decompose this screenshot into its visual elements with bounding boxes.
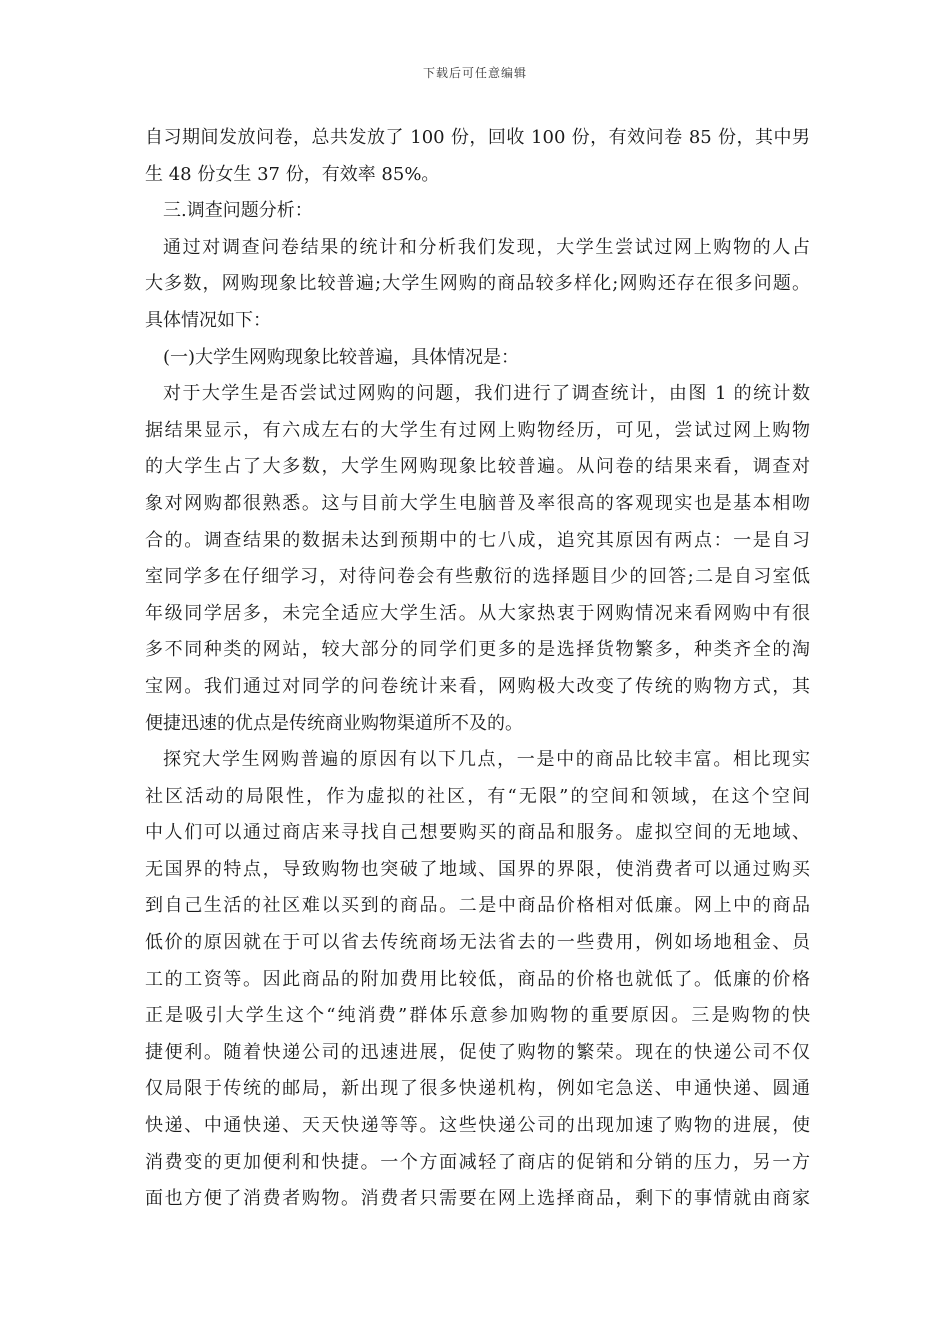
text-line: 面也方便了消费者购物。消费者只需要在网上选择商品，剩下的事情就由商家 [145,1188,810,1210]
text-line: 无国界的特点，导致购物也突破了地域、国界的界限，使消费者可以通过购买 [145,858,810,880]
text-line: 室同学多在仔细学习，对待问卷会有些敷衍的选择题目少的回答;二是自习室低 [145,566,810,588]
text-line: 消费变的更加便利和快捷。一个方面减轻了商店的促销和分销的压力，另一方 [145,1151,810,1173]
text-line: 自习期间发放问卷，总共发放了 100 份，回收 100 份，有效问卷 85 份，其中男 [145,127,810,148]
text-line: 对于大学生是否尝试过网购的问题，我们进行了调查统计，由图 1 的统计数 [163,383,810,405]
page-header: 下载后可任意编辑 [422,66,527,80]
text-line: 多不同种类的网站，较大部分的同学们更多的是选择货物繁多，种类齐全的淘 [145,639,810,661]
text-line: (一)大学生网购现象比较普遍，具体情况是： [163,346,520,368]
text-line: 正是吸引大学生这个“纯消费”群体乐意参加购物的重要原因。三是购物的快 [145,1005,810,1027]
text-line: 到自己生活的社区难以买到的商品。二是中商品价格相对低廉。网上中的商品 [145,895,810,917]
text-line: 低价的原因就在于可以省去传统商场无法省去的一些费用，例如场地租金、员 [145,932,810,954]
text-line: 便捷迅速的优点是传统商业购物渠道所不及的。 [145,712,523,734]
text-line: 大多数，网购现象比较普遍;大学生网购的商品较多样化;网购还存在很多问题。 [145,273,810,295]
text-line: 快递、中通快递、天天快递等等。这些快递公司的出现加速了购物的进展，使 [145,1115,810,1137]
text-line: 合的。调查结果的数据未达到预期中的七八成，追究其原因有两点：一是自习 [145,529,810,551]
text-line: 三.调查问题分析： [163,200,313,222]
text-line: 象对网购都很熟悉。这与目前大学生电脑普及率很高的客观现实也是基本相吻 [145,492,810,514]
text-line: 年级同学居多，未完全适应大学生活。从大家热衷于网购情况来看网购中有很 [145,602,810,624]
text-line: 工的工资等。因此商品的附加费用比较低，商品的价格也就低了。低廉的价格 [145,968,810,990]
text-line: 据结果显示，有六成左右的大学生有过网上购物经历，可见，尝试过网上购物 [145,419,810,441]
text-line: 捷便利。随着快递公司的迅速进展，促使了购物的繁荣。现在的快递公司不仅 [145,1041,810,1063]
text-line: 探究大学生网购普遍的原因有以下几点，一是中的商品比较丰富。相比现实 [163,749,810,771]
text-line: 仅局限于传统的邮局，新出现了很多快递机构，例如宅急送、申通快递、圆通 [145,1078,810,1100]
text-line: 社区活动的局限性，作为虚拟的社区，有“无限”的空间和领域，在这个空间 [145,785,810,807]
text-line: 生 48 份女生 37 份，有效率 85%。 [145,163,440,185]
text-line: 通过对调查问卷结果的统计和分析我们发现，大学生尝试过网上购物的人占 [163,236,810,258]
text-line: 具体情况如下： [145,309,271,331]
text-line: 的大学生占了大多数，大学生网购现象比较普遍。从问卷的结果来看，调查对 [145,456,810,478]
text-line: 宝网。我们通过对同学的问卷统计来看，网购极大改变了传统的购物方式，其 [145,675,810,697]
document-body [145,120,810,1218]
text-line: 中人们可以通过商店来寻找自己想要购买的商品和服务。虚拟空间的无地域、 [145,822,810,844]
